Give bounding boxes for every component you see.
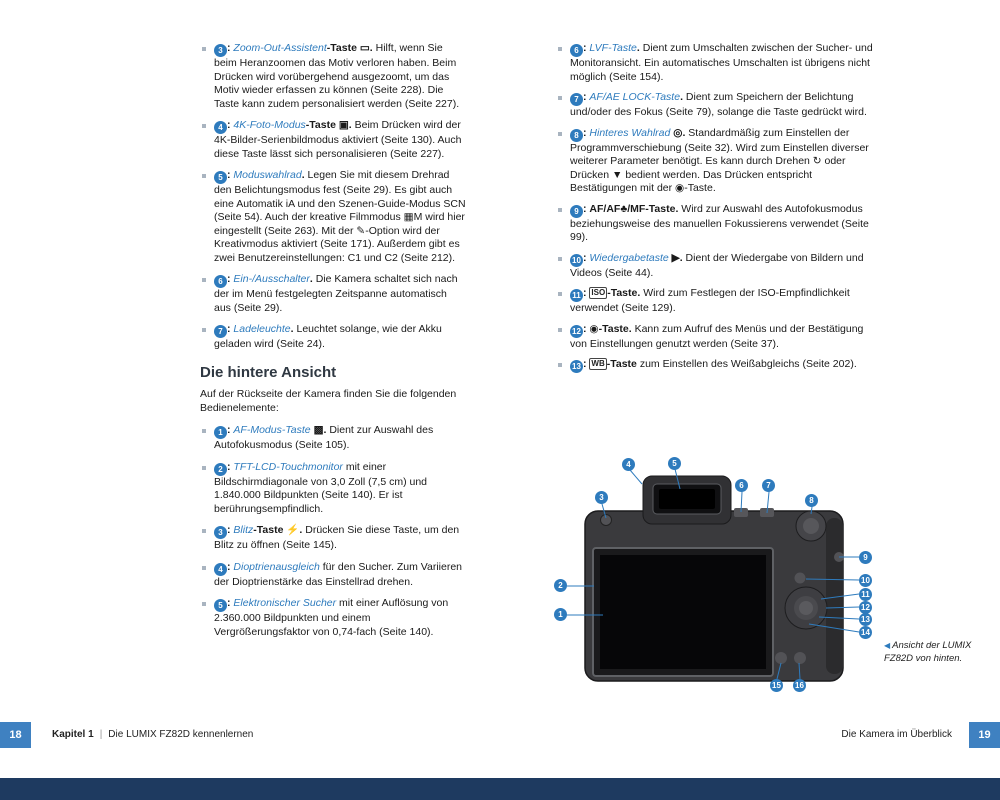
callout-badge: 16: [793, 679, 806, 692]
list-item: [200, 524, 466, 553]
item-colon: :: [227, 119, 231, 131]
chapter-title: Die LUMIX FZ82D kennenlernen: [108, 729, 254, 740]
item-text: Kann zum Aufruf des Menüs und der Bestätigung von Einstellungen genutzt werden (Seite 37).: [570, 322, 864, 350]
item-number-badge: 10: [570, 254, 583, 267]
item-term-suffix: ▩.: [310, 424, 327, 436]
bullet-icon: [202, 602, 206, 606]
lcd-screen: [593, 548, 773, 676]
item-term: AF-Modus-Taste: [233, 424, 311, 436]
caption-arrow-icon: ◀: [884, 641, 891, 650]
left-page-column: [200, 42, 466, 647]
item-colon: :: [583, 42, 587, 54]
item-term-suffix: .: [675, 202, 679, 215]
item-term-suffix: .: [290, 323, 294, 335]
item-number-badge: 7: [214, 325, 227, 338]
item-colon: :: [227, 524, 231, 536]
page-number-right: 19: [969, 722, 1000, 748]
camera-rear-figure: [548, 456, 878, 706]
item-number-badge: 7: [570, 93, 583, 106]
item-text: Wird zur Auswahl des Autofokusmodus beziehungsweise des manuellen Fokussierens verwendet (Seite 99).: [570, 202, 869, 243]
callout-badge: 2: [554, 579, 567, 592]
item-term: TFT-LCD-Touchmonitor: [233, 460, 343, 473]
item-number-badge: 2: [214, 463, 227, 476]
item-term-suffix: -Taste: [606, 358, 637, 370]
item-term: Elektronischer Sucher: [233, 597, 337, 609]
item-term: Wiedergabetaste: [589, 251, 669, 264]
caption-text: Ansicht der LUMIX FZ82D von hinten.: [884, 640, 972, 664]
bullet-icon: [202, 174, 206, 178]
item-text: Standardmäßig zum Einstellen der Programmverschiebung (Seite 32). Wird zum Einstellen diverser weiterer Parameter benötigt. Es kann durch Drehen ↻ oder Drücken ▼ bedient werden. Das Drücken entspricht Bestätigungen mit der ◉-Taste.: [570, 126, 869, 194]
item-number-badge: 5: [214, 599, 227, 612]
callout-badge: 3: [595, 491, 608, 504]
list-item: [556, 203, 874, 245]
bullet-icon: [558, 292, 562, 296]
item-number-badge: 12: [570, 325, 583, 338]
item-number-badge: 11: [570, 289, 583, 302]
right-page-column: [556, 42, 874, 380]
item-term-suffix: .: [301, 169, 305, 181]
item-term: Blitz: [233, 524, 254, 536]
item-colon: :: [227, 460, 231, 473]
item-colon: :: [227, 323, 231, 335]
item-term: Hinteres Wahlrad: [589, 126, 671, 139]
item-number-badge: 6: [214, 275, 227, 288]
bullet-icon: [202, 466, 206, 470]
list-item: [200, 119, 466, 161]
item-colon: :: [227, 560, 231, 573]
viewfinder: [643, 476, 731, 524]
item-colon: :: [227, 169, 231, 181]
callout-badge: 6: [735, 479, 748, 492]
item-number-badge: 8: [570, 129, 583, 142]
list-item: [556, 127, 874, 196]
item-term: AF/AE LOCK-Taste: [589, 91, 681, 103]
item-number-badge: 4: [214, 121, 227, 134]
footer-section-info: [841, 729, 952, 740]
footer-separator: |: [99, 729, 103, 740]
wb-key-icon: WB: [591, 359, 605, 368]
bullet-icon: [202, 124, 206, 128]
item-term: Dioptrienausgleich: [233, 560, 320, 573]
callout-badge: 4: [622, 458, 635, 471]
list-item: [200, 424, 466, 453]
bullet-icon: [202, 429, 206, 433]
item-colon: :: [227, 597, 231, 609]
item-number-badge: 4: [214, 563, 227, 576]
page-number-left: 18: [0, 722, 31, 748]
bullet-icon: [558, 328, 562, 332]
item-colon: :: [583, 287, 587, 299]
item-number-badge: 5: [214, 171, 227, 184]
list-item: [556, 358, 874, 373]
callout-badge: 15: [770, 679, 783, 692]
section-intro: Auf der Rückseite der Kamera finden Sie die folgenden Bedienelemente:: [200, 388, 457, 414]
item-text: Leuchtet solange, wie der Akku geladen wird (Seite 24).: [214, 323, 442, 350]
callout-badge: 7: [762, 479, 775, 492]
item-text: Die Kamera schaltet sich nach der im Menü festgelegten Zeitspanne automatisch aus (Seite 29).: [214, 273, 458, 314]
item-term: Zoom-Out-Assistent: [233, 42, 327, 54]
item-colon: :: [583, 322, 587, 335]
list-item: [200, 169, 466, 265]
chapter-label: Kapitel 1: [52, 729, 94, 740]
item-colon: :: [583, 251, 587, 264]
item-colon: :: [227, 273, 231, 285]
callout-badge: 8: [805, 494, 818, 507]
bullet-icon: [558, 363, 562, 367]
list-item: [556, 42, 874, 84]
item-term-suffix: -Taste ⚡.: [253, 524, 303, 536]
item-term-suffix: -Taste.: [607, 287, 641, 299]
item-colon: :: [583, 126, 587, 139]
callout-badge: 1: [554, 608, 567, 621]
item-colon: :: [583, 91, 587, 103]
bullet-icon: [558, 257, 562, 261]
footer-chapter-info: [52, 729, 253, 740]
item-number-badge: 3: [214, 526, 227, 539]
callout-badge: 13: [859, 613, 872, 626]
list-item: [200, 323, 466, 352]
iso-key-icon: ISO: [591, 288, 606, 297]
callout-badge: 14: [859, 626, 872, 639]
callout-badge: 12: [859, 601, 872, 614]
item-term-suffix: .: [680, 91, 683, 103]
item-text: Dient zur Auswahl des Autofokusmodus (Seite 105).: [214, 424, 434, 451]
callout-badge: 11: [859, 588, 872, 601]
bullet-icon: [202, 47, 206, 51]
list-item: [200, 273, 466, 315]
list-item: [200, 597, 466, 639]
item-text: Dient zum Speichern der Belichtung und/oder des Fokus (Seite 79), solange die Taste gedrückt wird.: [570, 91, 867, 118]
item-number-badge: 13: [570, 360, 583, 373]
item-text: zum Einstellen des Weißabgleichs (Seite 202).: [636, 358, 857, 370]
disp-button: [794, 652, 806, 664]
section-heading: Die hintere Ansicht: [200, 363, 337, 381]
bullet-icon: [558, 47, 562, 51]
item-term-suffix: .: [309, 273, 313, 285]
afmode-button: [601, 515, 612, 526]
item-colon: :: [227, 42, 231, 54]
item-term-suffix: -Taste ▣.: [305, 119, 352, 131]
qmenu-button: [775, 652, 787, 664]
list-item: [200, 461, 466, 517]
item-text: Hilft, wenn Sie beim Heranzoomen das Motiv verloren haben. Beim Drücken wird vorübergehend ausgezoomt, um das Motiv wieder erfassen zu können (Seite 228). Die Taste kann zudem personalisiert werden (Seite 227).: [214, 42, 460, 110]
bullet-icon: [202, 529, 206, 533]
item-text: Drücken Sie diese Taste, um den Blitz zu öffnen (Seite 145).: [214, 524, 460, 551]
callout-badge: 9: [859, 551, 872, 564]
bullet-icon: [558, 132, 562, 136]
item-term: Ein-/Ausschalter: [233, 273, 310, 285]
list-item: [200, 561, 466, 590]
item-term-suffix: -Taste.: [598, 322, 632, 335]
item-text: mit einer Auflösung von 2.360.000 Bildpunkten und einem Vergrößerungsfaktor von 0,74-fach (Seite 140).: [214, 597, 449, 638]
item-text: Legen Sie mit diesem Drehrad den Belichtungsmodus fest (Seite 29). Es gibt auch eine Automatik iA und den Szenen-Guide-Modus SCN (Seite 54). Auch der kreative Filmmodus ▦M wird hier eingestellt (Seite 263). Mit der ✎-Option wird der Kreativmodus aktiviert (Seite 171). Außerdem gibt es zwei Benutzereinstellungen: C1 und C2 (Seite 212).: [214, 169, 466, 264]
bullet-icon: [202, 328, 206, 332]
item-number-badge: 3: [214, 44, 227, 57]
list-item: [556, 287, 874, 316]
item-text: für den Sucher. Zum Variieren der Dioptrienstärke das Einstellrad drehen.: [214, 560, 463, 588]
item-text: Dient der Wiedergabe von Bildern und Videos (Seite 44).: [570, 251, 864, 279]
item-colon: :: [227, 424, 231, 436]
list-item: [556, 252, 874, 281]
item-term-suffix: ▶.: [668, 251, 683, 264]
item-term: LVF-Taste: [589, 42, 637, 54]
playback-button: [795, 573, 806, 584]
item-text: mit einer Bildschirmdiagonale von 3,0 Zoll (7,5 cm) und 1.840.000 Bildpunkten (Seite 140). Er ist berührungsempfindlich.: [214, 460, 428, 515]
item-term-suffix: -Taste ▭.: [326, 42, 373, 54]
bottom-bar: [0, 778, 1000, 800]
item-number-badge: 6: [570, 44, 583, 57]
item-number-badge: 1: [214, 426, 227, 439]
callout-badge: 10: [859, 574, 872, 587]
item-term: 4K-Foto-Modus: [233, 119, 306, 131]
bullet-icon: [558, 208, 562, 212]
item-text: Beim Drücken wird der 4K-Bilder-Serienbildmodus aktiviert (Seite 130). Auch diese Taste lässt sich personalisieren (Seite 227).: [214, 119, 462, 160]
item-text: Dient zum Umschalten zwischen der Sucher- und Monitoransicht. Ein automatisches Umschalten ist übrigens nicht möglich (Seite 154).: [570, 42, 873, 83]
list-item: [200, 42, 466, 111]
bullet-icon: [202, 566, 206, 570]
item-colon: :: [583, 358, 587, 370]
menu-set-icon: ◉: [589, 322, 599, 335]
control-wheel: [785, 587, 827, 629]
item-term: Ladeleuchte: [233, 323, 291, 335]
section-title-label: Die Kamera im Überblick: [841, 729, 952, 740]
bullet-icon: [558, 96, 562, 100]
item-term: AF/AF♣/MF-Taste: [589, 202, 676, 215]
list-item: [556, 91, 874, 120]
bullet-icon: [202, 278, 206, 282]
item-number-badge: 9: [570, 205, 583, 218]
item-term: Moduswahlrad: [233, 169, 302, 181]
item-term-suffix: .: [636, 42, 640, 54]
item-term-suffix: ◎.: [670, 126, 686, 139]
callout-badge: 5: [668, 457, 681, 470]
item-colon: :: [583, 202, 587, 215]
rear-dial: [796, 511, 826, 541]
figure-caption: [884, 640, 978, 665]
item-text: Wird zum Festlegen der ISO-Empfindlichkeit verwendet (Seite 129).: [570, 287, 850, 314]
list-item: [556, 323, 874, 352]
